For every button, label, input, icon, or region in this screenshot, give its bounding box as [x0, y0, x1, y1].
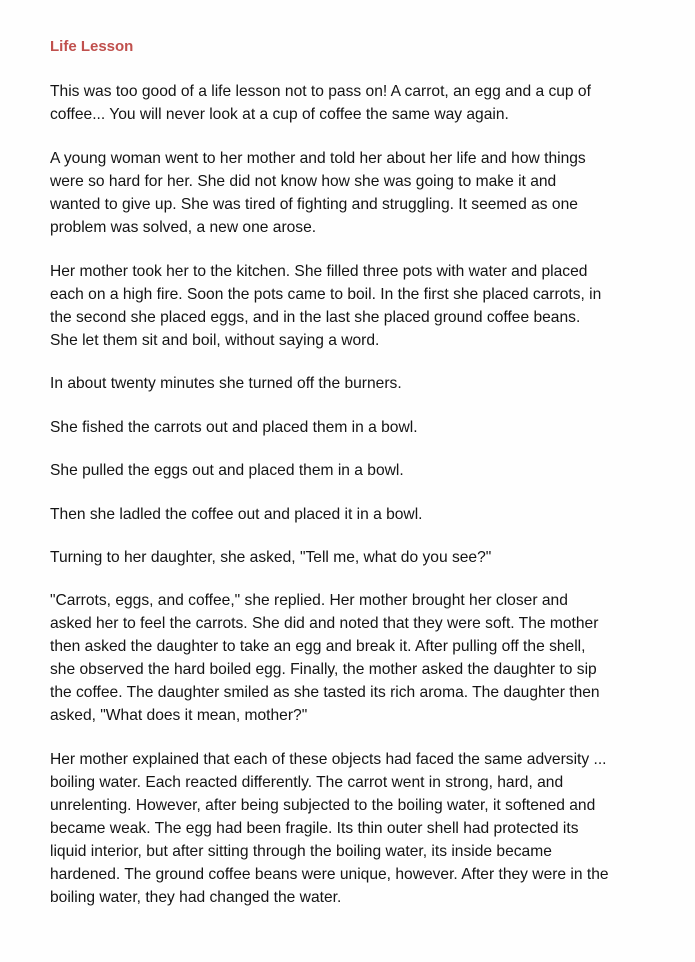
paragraph-young-woman: A young woman went to her mother and told her about her life and how things were so hard for her. She did not know how she was going to make it and wanted to give up. She was tired of fighting and struggling. It seemed as one problem was solved, a new one arose.	[50, 150, 586, 236]
paragraph-kitchen: Her mother took her to the kitchen. She filled three pots with water and placed each on a high fire. Soon the pots came to boil. In the first she placed carrots, in the second she placed eggs, and in the last she placed ground coffee beans. She let them sit and boil, without saying a word.	[50, 263, 602, 349]
paragraph-reply: "Carrots, eggs, and coffee," she replied. Her mother brought her closer and asked her to feel the carrots. She did and noted that they were soft. The mother then asked the daughter to take an egg and break it. After pulling off the shell, she observed the hard boiled egg. Finally, the mother asked the daughter to sip the coffee. The daughter smiled as she tasted its rich aroma. The daughter then asked, "What does it mean, mother?"	[50, 592, 600, 724]
paragraph-carrots: She fished the carrots out and placed them in a bowl.	[50, 419, 418, 436]
paragraph-intro: This was too good of a life lesson not to pass on! A carrot, an egg and a cup of coffee... You will never look at a cup of coffee the same way again.	[50, 83, 591, 123]
paragraph-eggs: She pulled the eggs out and placed them in a bowl.	[50, 462, 404, 479]
document-title: Life Lesson	[50, 38, 134, 55]
paragraph-question: Turning to her daughter, she asked, "Tell me, what do you see?"	[50, 549, 492, 566]
paragraph-coffee: Then she ladled the coffee out and placed it in a bowl.	[50, 506, 423, 523]
paragraph-explanation: Her mother explained that each of these objects had faced the same adversity ... boiling water. Each reacted differently. The carrot went in strong, hard, and unrelenting. However, after being subjected to the boiling water, it softened and became weak. The egg had been fragile. Its thin outer shell had protected its liquid interior, but after sitting through the boiling water, its inside became hardened. The ground coffee beans were unique, however. After they were in the boiling water, they had changed the water.	[50, 751, 609, 906]
paragraph-twenty-minutes: In about twenty minutes she turned off the burners.	[50, 375, 402, 392]
